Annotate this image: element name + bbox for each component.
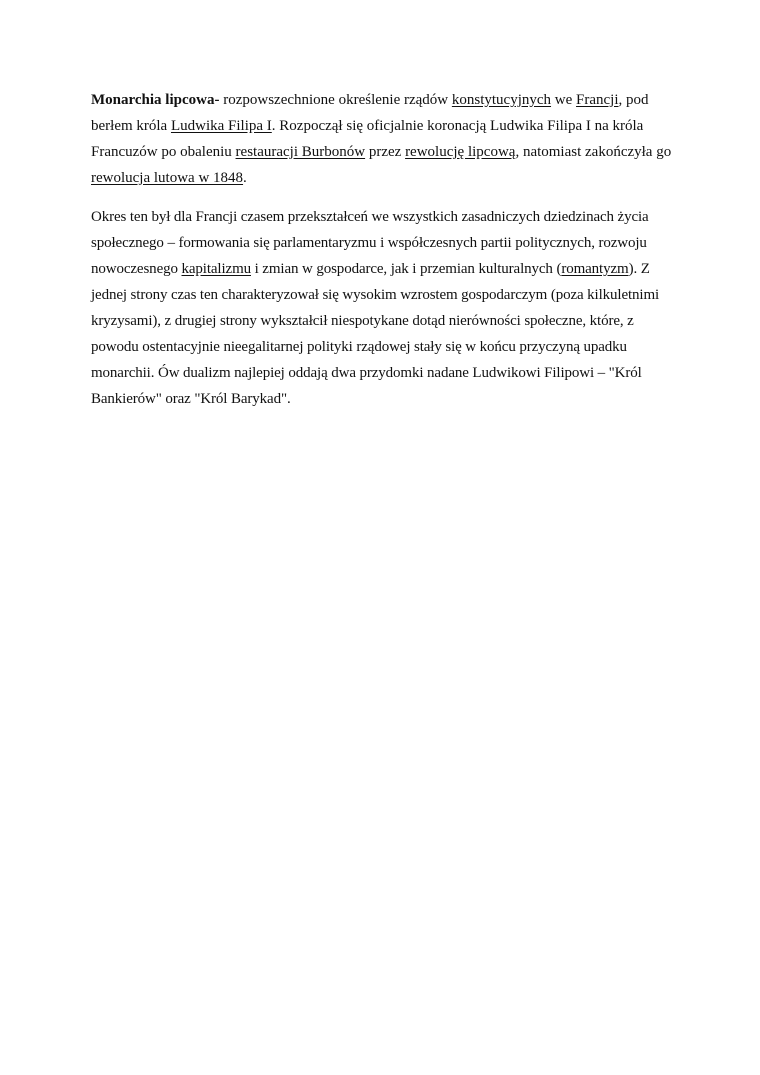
link-rewolucja-lutowa[interactable]: rewolucja lutowa w 1848: [91, 170, 244, 186]
link-rewolucje-lipcowa[interactable]: rewolucję lipcową: [405, 144, 516, 160]
text-run: . Rozpoczął się oficjalnie koronacją Ludwika Filipa I na króla Francuzów po obaleniu: [91, 118, 644, 160]
term-heading: Monarchia lipcowa-: [91, 92, 220, 108]
paragraph-intro: [91, 87, 681, 191]
link-romantyzm[interactable]: romantyzm: [561, 261, 629, 277]
text-run: przez: [365, 144, 406, 160]
link-restauracji-burbonow[interactable]: restauracji Burbonów: [235, 144, 366, 160]
text-run: rozpowszechnione określenie rządów: [219, 92, 452, 108]
link-kapitalizmu[interactable]: kapitalizmu: [181, 261, 251, 277]
text-run: .: [243, 170, 247, 186]
text-run: ). Z jednej strony czas ten charakteryzował się wysokim wzrostem gospodarczym (poza kilkuletnimi kryzysami), z drugiej strony wykształcił niespotykane dotąd nierówności społeczne, które, z powodu ostentacyjnie nieegalitarnej polityki rządowej stały się w końcu przyczyną upadku monarchii. Ów dualizm najlepiej oddają dwa przydomki nadane Ludwikowi Filipowi – "Król Bankierów" oraz "Król Barykad".: [91, 261, 660, 407]
text-run: i zmian w gospodarce, jak i przemian kulturalnych (: [251, 261, 562, 277]
link-ludwika-filipa[interactable]: Ludwika Filipa I: [170, 118, 272, 134]
text-run: , pod berłem króla: [91, 92, 649, 134]
text-run: we: [551, 92, 577, 108]
paragraph-history: [91, 204, 681, 412]
text-run: Okres ten był dla Francji czasem przekształceń we wszystkich zasadniczych dziedzinach życia społecznego – formowania się parlamentaryzmu i współczesnych partii politycznych, rozwoju nowoczesnego: [91, 209, 649, 277]
link-konstytucyjnych[interactable]: konstytucyjnych: [451, 92, 552, 108]
document-body: [91, 87, 681, 425]
link-francji[interactable]: Francji: [576, 92, 619, 108]
text-run: , natomiast zakończyła go: [515, 144, 672, 160]
